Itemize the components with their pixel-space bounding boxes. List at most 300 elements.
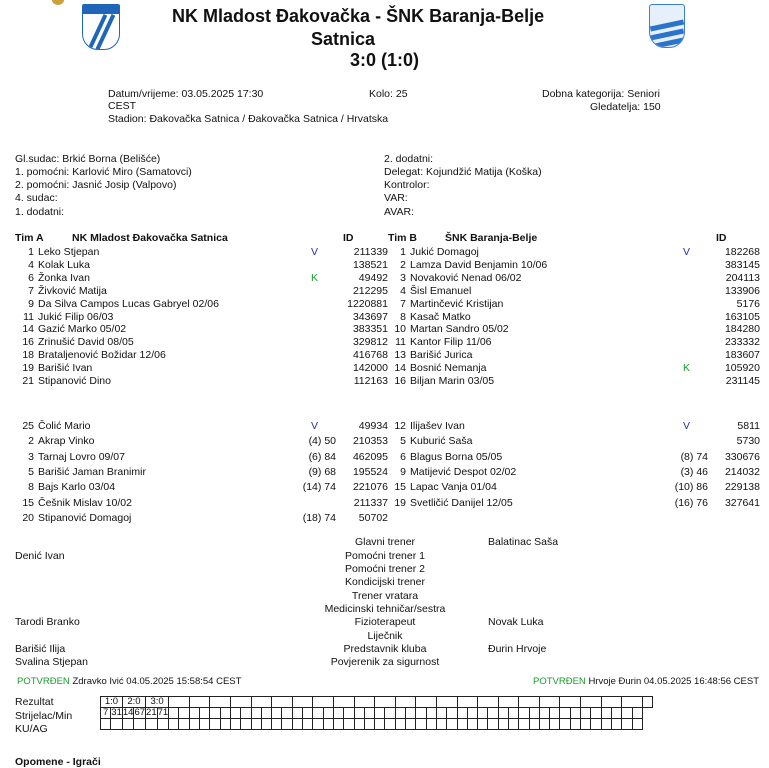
player-number: 8: [400, 310, 406, 323]
player-role-mark: K: [683, 362, 691, 375]
away-staff-name: Novak Luka: [488, 616, 544, 628]
player-name: Matijević Despot 02/02: [410, 465, 517, 478]
player-name: Živković Matija: [38, 284, 107, 297]
player-name: Martan Sandro 05/02: [410, 323, 509, 336]
ku-ag-cell: [581, 719, 591, 730]
player-id: 195524: [352, 465, 388, 478]
result-grid-row: [101, 719, 653, 730]
ku-ag-cell: [179, 719, 189, 730]
ku-ag-cell: [220, 719, 230, 730]
player-name: Stipanović Dino: [38, 375, 111, 387]
ku-ag-cell: [529, 719, 539, 730]
ku-ag-cell: [498, 719, 508, 730]
player-id: 330676: [724, 450, 760, 463]
score-cell: [272, 697, 293, 708]
player-name: Bosnić Nemanja: [410, 362, 487, 375]
player-number: 11: [23, 310, 34, 323]
player-name: Ilijašev Ivan: [410, 420, 465, 432]
player-id: 221076: [352, 481, 388, 494]
player-number: 16: [394, 375, 406, 387]
spectators-line: [590, 101, 661, 113]
ku-ag-cell: [210, 719, 220, 730]
scorer-cell: [478, 708, 488, 719]
player-name: Lamza David Benjamin 10/06: [410, 258, 548, 271]
player-name: Žonka Ivan: [38, 271, 90, 284]
player-role-mark: V: [683, 246, 691, 258]
player-number: 6: [400, 450, 406, 463]
substitution-info: (14) 74: [302, 481, 336, 494]
ku-ag-cell: [436, 719, 446, 730]
player-number: 9: [28, 297, 34, 310]
player-name: Čolić Mario: [38, 420, 91, 432]
substitution-info: (3) 46: [680, 465, 708, 478]
page-subtitle: Satnica: [311, 29, 376, 49]
scorer-cell: [622, 708, 632, 719]
player-id: 210353: [352, 435, 388, 448]
player-id: 182268: [724, 246, 760, 258]
home-confirmation: [17, 676, 241, 687]
stadium-line: [108, 113, 388, 125]
staff-role: Povjerenik za sigurnost: [330, 656, 440, 668]
player-name: Stipanović Domagoj: [38, 511, 132, 524]
ku-ag-cell: [447, 719, 457, 730]
player-id: 105920: [724, 362, 760, 375]
score-cell: [354, 697, 375, 708]
player-name: Šisl Emanuel: [410, 284, 472, 297]
staff-role: Fizioterapeut: [354, 616, 416, 628]
official-line: 1. dodatni:: [15, 206, 65, 218]
ku-ag-cell: [416, 719, 426, 730]
player-name: Kolak Luka: [38, 258, 90, 271]
scorer-cell: [313, 708, 323, 719]
ku-ag-cell: [601, 719, 611, 730]
home-staff-name: Denić Ivan: [15, 550, 65, 562]
away-staff-name: Balatinac Saša: [488, 536, 559, 548]
player-number: 14: [22, 323, 34, 336]
player-id: 5176: [736, 297, 760, 310]
ku-ag-cell: [157, 719, 169, 730]
score-cell: 3:0: [146, 697, 169, 708]
ku-ag-cell: [333, 719, 343, 730]
player-number: 7: [28, 284, 34, 297]
player-name: Martinčević Kristijan: [410, 297, 504, 310]
player-name: Kantor Filip 11/06: [410, 336, 492, 349]
official-line: 4. sudac:: [15, 192, 58, 204]
confirmed-badge: POTVRĐEN: [17, 676, 70, 687]
ku-ag-cell: [134, 719, 146, 730]
scorer-cell: [323, 708, 333, 719]
player-id: 329812: [352, 336, 388, 349]
player-number: 19: [22, 362, 34, 375]
official-line: VAR:: [384, 192, 408, 204]
ku-ag-cell: [591, 719, 601, 730]
staff-role: Glavni trener: [354, 536, 416, 548]
player-id: 184280: [724, 323, 760, 336]
match-title: NK Mladost Đakovačka - ŠNK Baranja-Belje: [172, 6, 545, 26]
scorer-cell: 71: [157, 707, 169, 718]
stadium-label: Stadion:: [108, 113, 147, 125]
staff-role: Pomoćni trener 2: [345, 563, 425, 575]
corner-watermark-icon: [698, 0, 769, 6]
score-cell: [416, 697, 437, 708]
score-cell: [581, 697, 602, 708]
player-name: Zrinušić David 08/05: [38, 336, 134, 349]
scorer-cell: [447, 708, 457, 719]
scorer-cell: [282, 708, 292, 719]
player-id: 49492: [358, 271, 388, 284]
ku-ag-label: KU/AG: [15, 723, 48, 735]
substitution-info: (18) 74: [302, 511, 336, 524]
player-name: Biljan Marin 03/05: [410, 375, 495, 387]
score-cell: [169, 697, 190, 708]
score-cell: [395, 697, 416, 708]
player-name: Češnik Mislav 10/02: [38, 496, 132, 509]
ku-ag-cell: [457, 719, 467, 730]
spectators-label: Gledatelja:: [590, 101, 641, 113]
scorer-cell: [344, 708, 354, 719]
score-cell: [622, 697, 643, 708]
player-number: 21: [22, 375, 34, 387]
player-id: 343697: [352, 310, 388, 323]
player-name: Barišić Jaman Branimir: [38, 465, 146, 478]
ku-ag-cell: [519, 719, 529, 730]
score-cell: [210, 697, 231, 708]
scorer-cell: [303, 708, 313, 719]
ku-ag-cell: [560, 719, 570, 730]
player-number: 13: [394, 349, 406, 362]
ku-ag-cell: [550, 719, 560, 730]
team-a-name: NK Mladost Đakovačka Satnica: [72, 232, 228, 244]
category-line: [542, 88, 660, 100]
score-cell: [436, 697, 457, 708]
staff-role: Medicinski tehničar/sestra: [324, 603, 446, 615]
player-id: 214032: [724, 465, 760, 478]
scorer-cell: [179, 708, 189, 719]
player-id: 142000: [352, 362, 388, 375]
player-role-mark: V: [311, 246, 319, 258]
player-name: Lapac Vanja 01/04: [410, 481, 497, 494]
spectators-value: 150: [643, 101, 661, 113]
player-id: 138521: [352, 258, 388, 271]
scorer-cell: [611, 708, 621, 719]
scorer-cell: [498, 708, 508, 719]
scorer-cell: [364, 708, 374, 719]
scorer-cell: [375, 708, 385, 719]
player-name: Jukić Filip 06/03: [38, 310, 114, 323]
ku-ag-cell: [241, 719, 251, 730]
away-confirmation: [533, 676, 759, 687]
player-name: Blagus Borna 05/05: [410, 450, 503, 463]
substitution-info: (16) 76: [674, 496, 708, 509]
player-id: 383351: [352, 323, 388, 336]
ku-ag-cell: [200, 719, 210, 730]
corner-emblem-icon: [52, 0, 64, 5]
result-grid-row: [101, 697, 653, 708]
player-id: 183607: [724, 349, 760, 362]
player-number: 14: [394, 362, 406, 375]
datetime-value: 03.05.2025 17:30: [181, 88, 264, 100]
scorer-cell: [230, 708, 240, 719]
ku-ag-cell: [111, 719, 123, 730]
scorer-cell: [292, 708, 302, 719]
team-a-label: Tim A: [15, 232, 44, 244]
substitution-info: (9) 68: [308, 465, 336, 478]
scorer-cell: [560, 708, 570, 719]
round-label: Kolo:: [369, 88, 393, 100]
ku-ag-cell: [101, 719, 111, 730]
player-id: 233332: [724, 336, 760, 349]
player-name: Kasač Matko: [410, 310, 471, 323]
substitution-info: (6) 84: [308, 450, 336, 463]
scorer-cell: 31: [111, 707, 122, 718]
scorer-cell: [529, 708, 539, 719]
player-name: Svetličić Danijel 12/05: [410, 496, 513, 509]
scorer-cell: [169, 708, 179, 719]
result-label: Rezultat: [15, 696, 54, 708]
ku-ag-cell: [122, 719, 134, 730]
ku-ag-cell: [303, 719, 313, 730]
scorer-cell: [601, 708, 611, 719]
ku-ag-cell: [426, 719, 436, 730]
player-name: Jukić Domagoj: [410, 246, 479, 258]
player-number: 10: [394, 323, 406, 336]
score-cell: [601, 697, 622, 708]
scorer-cell: [426, 708, 436, 719]
scorer-cell: [220, 708, 230, 719]
result-grid-row: [101, 708, 653, 719]
ku-ag-cell: [478, 719, 488, 730]
player-number: 4: [400, 284, 406, 297]
official-line: Gl.sudac: Brkić Borna (Belišće): [15, 153, 161, 165]
ku-ag-cell: [611, 719, 621, 730]
score-cell: [313, 697, 334, 708]
home-staff-name: Tarodi Branko: [15, 616, 80, 628]
player-number: 3: [400, 271, 406, 284]
ku-ag-cell: [344, 719, 354, 730]
score-cell: [478, 697, 499, 708]
staff-role: Pomoćni trener 1: [345, 550, 425, 562]
scorer-cell: [488, 708, 498, 719]
score-cell: 1:0: [101, 697, 123, 708]
scorer-cell: 7: [101, 708, 111, 719]
ku-ag-cell: [570, 719, 580, 730]
player-number: 20: [22, 511, 34, 524]
scorer-cell: [200, 708, 210, 719]
staff-role: Liječnik: [367, 630, 403, 642]
home-staff-name: Svalina Stjepan: [15, 656, 88, 668]
player-name: Leko Stjepan: [38, 246, 100, 258]
stadium-value: Đakovačka Satnica / Đakovačka Satnica / Hrvatska: [149, 113, 389, 125]
player-number: 8: [28, 481, 34, 494]
player-id: 416768: [352, 349, 388, 362]
score-cell: [333, 697, 354, 708]
ku-ag-cell: [539, 719, 549, 730]
scorer-cell: 21: [146, 707, 157, 718]
team-a-id-header: ID: [343, 232, 354, 244]
staff-role: Predstavnik kluba: [343, 643, 427, 655]
ku-ag-cell: [385, 719, 395, 730]
scorer-cell: [385, 708, 395, 719]
player-number: 1: [400, 246, 406, 258]
ku-ag-cell: [375, 719, 385, 730]
player-name: Da Silva Campos Lucas Gabryel 02/06: [38, 297, 219, 310]
datetime-line: [108, 88, 263, 100]
player-name: Bajs Karlo 03/04: [38, 481, 116, 494]
ku-ag-cell: [354, 719, 364, 730]
player-number: 5: [28, 465, 34, 478]
scorer-cell: [581, 708, 591, 719]
timezone: CEST: [108, 100, 137, 112]
score-cell: [457, 697, 478, 708]
official-line: Delegat: Kojundžić Matija (Koška): [384, 166, 542, 178]
ku-ag-cell: [488, 719, 498, 730]
ku-ag-cell: [169, 719, 179, 730]
official-line: 2. pomoćni: Jasnić Josip (Valpovo): [15, 179, 177, 191]
scorer-cell: [457, 708, 467, 719]
official-line: 1. pomoćni: Karlović Miro (Samatovci): [15, 166, 192, 178]
player-id: 204113: [725, 271, 760, 284]
player-number: 15: [394, 481, 406, 494]
player-id: 5730: [736, 435, 760, 448]
score-cell: [292, 697, 313, 708]
scorer-cell: [539, 708, 549, 719]
ku-ag-cell: [622, 719, 632, 730]
scorer-cell: [550, 708, 560, 719]
scorer-cell: [519, 708, 529, 719]
ku-ag-cell: [251, 719, 261, 730]
player-number: 6: [28, 271, 34, 284]
score-cell: 2:0: [122, 697, 145, 708]
ku-ag-cell: [313, 719, 323, 730]
scorer-label: Strijelac/Min: [15, 710, 73, 722]
player-number: 15: [22, 496, 34, 509]
scorer-cell: [354, 708, 364, 719]
scorer-cell: [508, 708, 518, 719]
player-number: 2: [28, 435, 34, 448]
player-id: 49934: [358, 420, 388, 432]
scorer-cell: [395, 708, 405, 719]
scorer-cell: [261, 708, 271, 719]
scorer-cell: [272, 708, 282, 719]
player-id: 211337: [353, 496, 388, 509]
substitution-info: (10) 86: [674, 481, 708, 494]
player-role-mark: V: [311, 420, 319, 432]
player-id: 112163: [353, 375, 388, 387]
round-line: [369, 88, 408, 100]
scorer-cell: [333, 708, 343, 719]
result-grid: [100, 696, 653, 730]
scorer-cell: [241, 708, 251, 719]
player-number: 25: [22, 420, 34, 432]
player-id: 462095: [352, 450, 388, 463]
home-staff-name: Barišić Ilija: [15, 643, 66, 655]
confirmed-badge: POTVRĐEN: [533, 676, 586, 687]
scorer-cell: [416, 708, 426, 719]
player-number: 5: [400, 435, 406, 448]
scorer-cell: 14: [122, 707, 134, 718]
team-b-id-header: ID: [716, 232, 727, 244]
player-name: Novaković Nenad 06/02: [410, 271, 522, 284]
player-name: Akrap Vinko: [38, 435, 95, 448]
player-id: 327641: [724, 496, 760, 509]
ku-ag-cell: [230, 719, 240, 730]
ku-ag-cell: [323, 719, 333, 730]
ku-ag-cell: [189, 719, 199, 730]
ku-ag-cell: [272, 719, 282, 730]
player-id: 229138: [724, 481, 760, 494]
player-name: Barišić Ivan: [38, 362, 93, 375]
scorer-cell: [632, 708, 642, 719]
ku-ag-cell: [146, 719, 158, 730]
ku-ag-cell: [632, 719, 642, 730]
player-id: 133906: [724, 284, 760, 297]
round-value: 25: [395, 88, 408, 100]
player-id: 163105: [724, 310, 760, 323]
category-label: Dobna kategorija:: [542, 88, 625, 100]
final-score: 3:0 (1:0): [350, 50, 420, 70]
team-b-name: ŠNK Baranja-Belje: [445, 232, 538, 244]
player-number: 18: [22, 349, 34, 362]
player-id: 212295: [352, 284, 388, 297]
score-cell: [189, 697, 210, 708]
scorer-cell: 67: [134, 707, 146, 718]
away-club-logo-icon: [649, 4, 685, 48]
player-name: Kuburić Saša: [410, 435, 473, 448]
official-line: Kontrolor:: [384, 179, 430, 191]
scorer-cell: [210, 708, 220, 719]
scorer-cell: [189, 708, 199, 719]
player-number: 16: [22, 336, 34, 349]
player-number: 19: [394, 496, 406, 509]
player-number: 3: [28, 450, 34, 463]
score-cell: [251, 697, 272, 708]
ku-ag-cell: [406, 719, 416, 730]
staff-role: Trener vratara: [351, 590, 419, 602]
scorer-cell: [436, 708, 446, 719]
scorer-cell: [251, 708, 261, 719]
team-b-label: Tim B: [388, 232, 417, 244]
official-line: AVAR:: [384, 206, 414, 218]
ku-ag-cell: [261, 719, 271, 730]
player-name: Bratalјenović Božidar 12/06: [38, 349, 166, 362]
datetime-label: Datum/vrijeme:: [108, 88, 179, 100]
scorer-cell: [406, 708, 416, 719]
confirmation-text: Hrvoje Đurin 04.05.2025 16:48:56 CEST: [588, 676, 760, 687]
player-number: 4: [28, 258, 34, 271]
ku-ag-cell: [292, 719, 302, 730]
player-id: 231145: [725, 375, 760, 387]
ku-ag-cell: [364, 719, 374, 730]
substitution-info: (4) 50: [308, 435, 336, 448]
confirmation-text: Zdravko Ivić 04.05.2025 15:58:54 CEST: [72, 676, 242, 687]
score-cell: [498, 697, 519, 708]
score-cell: [230, 697, 251, 708]
scorer-cell: [570, 708, 580, 719]
staff-role: Kondicijski trener: [345, 576, 425, 588]
player-id: 5811: [737, 420, 760, 432]
player-id: 1220881: [347, 297, 388, 310]
player-number: 2: [400, 258, 406, 271]
player-number: 11: [395, 336, 406, 349]
cautions-section-title: Opomene - Igrači: [15, 756, 101, 768]
player-role-mark: K: [311, 271, 319, 284]
player-name: Gazić Marko 05/02: [38, 323, 127, 336]
ku-ag-cell: [508, 719, 518, 730]
substitution-info: (8) 74: [680, 450, 708, 463]
score-cell: [519, 697, 540, 708]
ku-ag-cell: [395, 719, 405, 730]
player-id: 383145: [724, 258, 760, 271]
